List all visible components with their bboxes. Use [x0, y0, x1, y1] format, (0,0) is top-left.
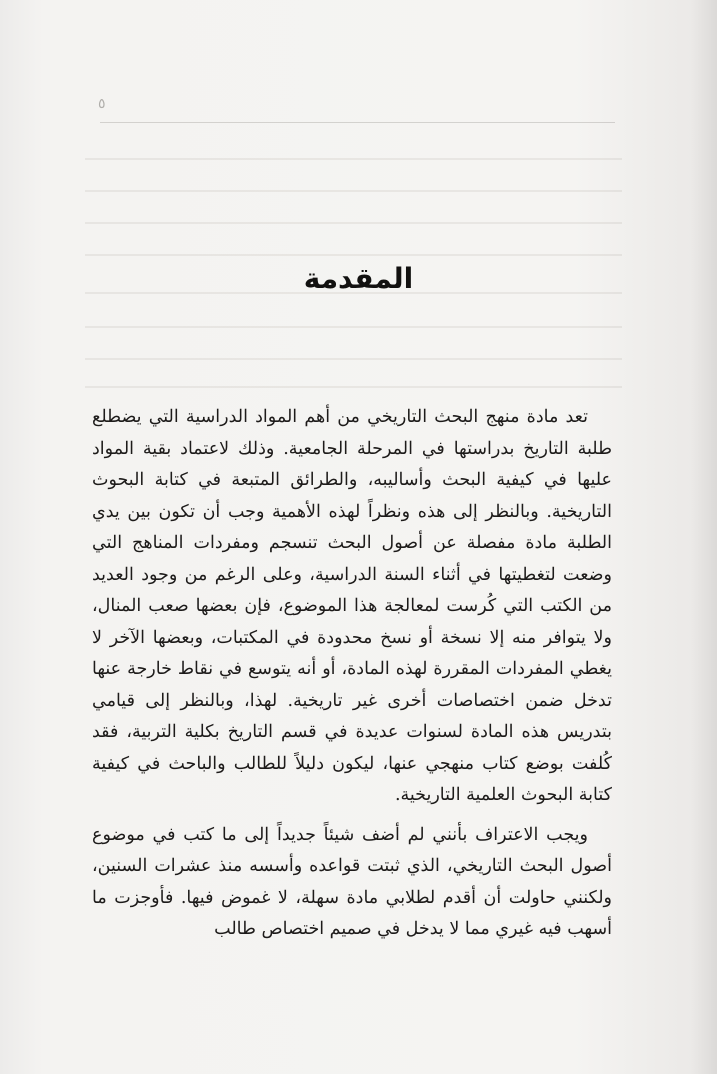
paragraph-1: تعد مادة منهج البحث التاريخي من أهم المواد الدراسية التي يضطلع طلبة التاريخ بدراستها في المرحلة الجامعية. وذلك لاعتماد بقية المواد عليها في كيفية البحث وأساليبه، والطرائق المتبعة في كتابة البحوث التاريخية. وبالنظر إلى هذه ونظراً لهذه الأهمية وجب أن تكون بين يدي الطلبة مادة مفصلة عن أصول البحث تنسجم ومفردات المناهج التي وضعت لتغطيتها في أثناء السنة الدراسية، وعلى الرغم من وجود العديد من الكتب التي كُرست لمعالجة هذا الموضوع، فإن بعضها صعب المنال، ولا يتوافر منه إلا نسخة أو نسخ محدودة في المكتبات، وبعضها الآخر لا يغطي المفردات المقررة لهذه المادة، أو أنه يتوسع في نقاط خارجة عنها تدخل ضمن اختصاصات أخرى غير تاريخية. لهذا، وبالنظر إلى قيامي بتدريس هذه المادة لسنوات عديدة في قسم التاريخ بكلية التربية، فقد كُلفت بوضع كتاب منهجي عنها، ليكون دليلاً للطالب والباحث في كيفية كتابة البحوث العلمية التاريخية. — [92, 407, 612, 805]
bleed-through-line — [85, 222, 622, 224]
chapter-title: المقدمة — [303, 262, 414, 295]
bleed-through-line — [85, 386, 622, 388]
header-rule — [100, 122, 615, 123]
page-edge-shadow — [691, 0, 717, 1074]
bleed-through-line — [85, 158, 622, 160]
body-text — [92, 402, 612, 946]
paragraph-2: ويجب الاعتراف بأنني لم أضف شيئاً جديداً إلى ما كتب في موضوع أصول البحث التاريخي، الذي ثبتت قواعده وأسسه منذ عشرات السنين، ولكنني حاولت أن أقدم لطلابي مادة سهلة، لا غموض فيها. فأوجزت ما أسهب فيه غيري مما لا يدخل في صميم اختصاص طالب — [92, 824, 612, 939]
bleed-through-line — [85, 190, 622, 192]
bleed-through-line — [85, 358, 622, 360]
bleed-through-line — [85, 254, 622, 256]
bleed-through-line — [85, 326, 622, 328]
page-number: ٥ — [98, 96, 106, 112]
